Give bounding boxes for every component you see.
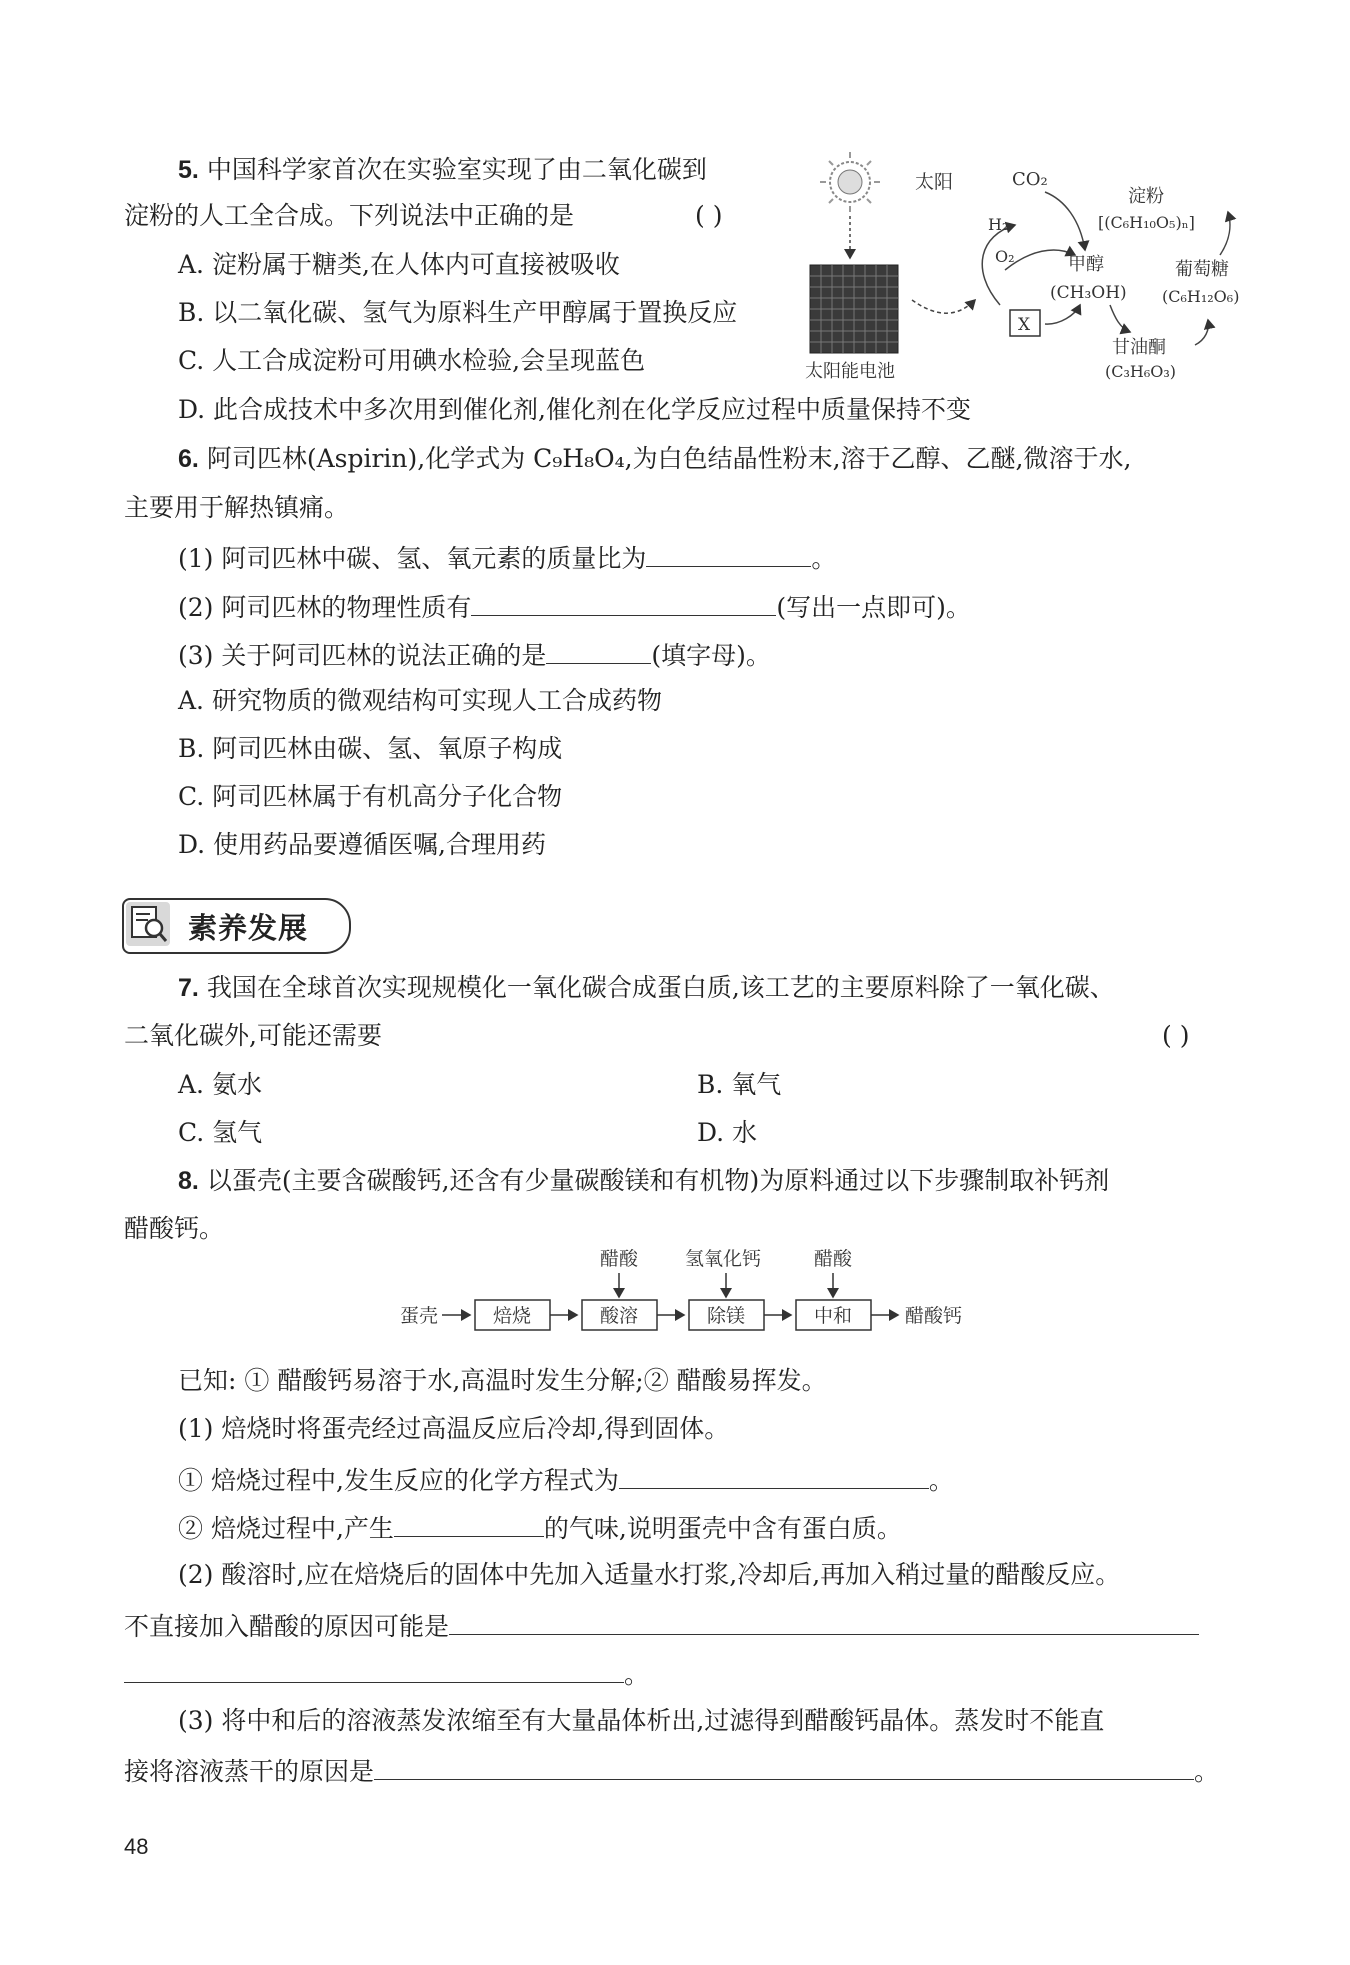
- glucose-label: 葡萄糖: [1175, 259, 1229, 280]
- q5-synthesis-diagram: [790, 150, 1270, 380]
- q6-option-b: B. 阿司匹林由碳、氢、氧原子构成: [178, 734, 563, 763]
- page-number: 48: [124, 1834, 149, 1859]
- q8-flow-diagram: [395, 1245, 995, 1345]
- h2-label: H₂: [988, 215, 1009, 234]
- q7-option-a: A. 氨水: [178, 1070, 262, 1099]
- q8-sub3-blank[interactable]: [374, 1751, 1194, 1780]
- flow-reagent-2: 氢氧化钙: [685, 1248, 762, 1270]
- flow-reagent-3: 醋酸: [814, 1248, 853, 1270]
- q5-option-c: C. 人工合成淀粉可用碘水检验,会呈现蓝色: [178, 346, 646, 375]
- section-header: [122, 898, 347, 952]
- glucose-formula: (C₆H₁₂O₆): [1162, 287, 1240, 306]
- q7-stem-line2: 二氧化碳外,可能还需要: [124, 1021, 382, 1050]
- magnifier-document-icon: [126, 902, 170, 946]
- starch-label: 淀粉: [1128, 186, 1164, 207]
- q6-sub1: (1) 阿司匹林中碳、氢、氧元素的质量比为 。: [178, 538, 836, 577]
- q8-sub1b: ② 焙烧过程中,产生 的气味,说明蛋壳中含有蛋白质。: [178, 1508, 902, 1547]
- q6-number: 6.: [178, 445, 199, 473]
- flow-end: 醋酸钙: [905, 1305, 963, 1327]
- o2-label: O₂: [995, 247, 1015, 266]
- q8-sub1a: ① 焙烧过程中,发生反应的化学方程式为 。: [178, 1460, 954, 1499]
- q5-option-d: D. 此合成技术中多次用到催化剂,催化剂在化学反应过程中质量保持不变: [178, 395, 971, 424]
- q8-sub1a-blank[interactable]: [619, 1460, 929, 1489]
- x-label: X: [1018, 315, 1031, 335]
- q5-number: 5.: [178, 156, 199, 184]
- q5-option-a: A. 淀粉属于糖类,在人体内可直接被吸收: [178, 250, 620, 279]
- q5-stem-line2: 淀粉的人工全合成。下列说法中正确的是: [124, 201, 575, 230]
- flow-reagent-1: 醋酸: [600, 1248, 639, 1270]
- q6-option-d: D. 使用药品要遵循医嘱,合理用药: [178, 830, 546, 859]
- q8-stem-line2: 醋酸钙。: [124, 1214, 225, 1243]
- co2-label: CO₂: [1012, 169, 1048, 190]
- q6-sub2: (2) 阿司匹林的物理性质有 (写出一点即可)。: [178, 587, 971, 626]
- starch-formula: [(C₆H₁₀O₅)ₙ]: [1098, 213, 1195, 232]
- q8-sub1: (1) 焙烧时将蛋壳经过高温反应后冷却,得到固体。: [178, 1414, 730, 1443]
- q8-sub1b-blank[interactable]: [394, 1508, 544, 1537]
- q7-stem-line1: 7. 我国在全球首次实现规模化一氧化碳合成蛋白质,该工艺的主要原料除了一氧化碳、: [178, 973, 1115, 1002]
- q7-answer-bracket: ( ): [1162, 1021, 1190, 1050]
- flow-step-3-label: 除镁: [707, 1305, 746, 1327]
- q7-option-c: C. 氢气: [178, 1118, 263, 1147]
- q6-option-c: C. 阿司匹林属于有机高分子化合物: [178, 782, 563, 811]
- dha-label: 甘油酮: [1112, 336, 1166, 358]
- q8-sub2-blank-2[interactable]: [124, 1654, 624, 1683]
- q6-sub1-blank[interactable]: [646, 538, 811, 567]
- q7-option-b: B. 氧气: [697, 1070, 782, 1099]
- q7-number: 7.: [178, 974, 199, 1002]
- dha-formula: (C₃H₆O₃): [1105, 362, 1177, 380]
- flow-step-4-label: 中和: [814, 1305, 853, 1327]
- methanol-label: 甲醇: [1068, 254, 1104, 275]
- sun-icon: [820, 152, 880, 212]
- q6-stem-line2: 主要用于解热镇痛。: [124, 493, 350, 522]
- q8-sub2-line2: 不直接加入醋酸的原因可能是: [124, 1606, 1199, 1645]
- q8-sub2-line1: (2) 酸溶时,应在焙烧后的固体中先加入适量水打浆,冷却后,再加入稍过量的醋酸反应。: [178, 1560, 1121, 1589]
- q8-sub3-line2: 接将溶液蒸干的原因是 。: [124, 1751, 1219, 1790]
- q6-sub2-blank[interactable]: [471, 587, 776, 616]
- flow-step-2-label: 酸溶: [600, 1305, 639, 1327]
- q6-sub3-blank[interactable]: [546, 635, 651, 664]
- q6-stem-line1: 6. 阿司匹林(Aspirin),化学式为 C₉H₈O₄,为白色结晶性粉末,溶于乙醇、乙醚,微溶于水,: [178, 444, 1132, 473]
- solar-panel-label: 太阳能电池: [805, 360, 895, 380]
- sun-label: 太阳: [915, 171, 954, 193]
- solar-panel-icon: [810, 265, 898, 353]
- q8-sub3-line1: (3) 将中和后的溶液蒸发浓缩至有大量晶体析出,过滤得到醋酸钙晶体。蒸发时不能直: [178, 1706, 1105, 1735]
- q5-answer-bracket: ( ): [695, 201, 723, 230]
- q6-sub3: (3) 关于阿司匹林的说法正确的是 (填字母)。: [178, 635, 771, 674]
- methanol-formula: (CH₃OH): [1050, 283, 1127, 303]
- q8-sub2-blank-1[interactable]: [449, 1606, 1199, 1635]
- section-title: 素养发展: [188, 911, 309, 945]
- q8-known: 已知: ① 醋酸钙易溶于水,高温时发生分解;② 醋酸易挥发。: [178, 1366, 827, 1395]
- q8-sub2-line3: 。: [124, 1654, 649, 1693]
- q6-option-a: A. 研究物质的微观结构可实现人工合成药物: [178, 686, 662, 715]
- q7-option-d: D. 水: [697, 1118, 758, 1147]
- q8-stem-line1: 8. 以蛋壳(主要含碳酸钙,还含有少量碳酸镁和有机物)为原料通过以下步骤制取补钙剂: [178, 1166, 1110, 1195]
- q5-option-b: B. 以二氧化碳、氢气为原料生产甲醇属于置换反应: [178, 298, 738, 327]
- flow-start: 蛋壳: [400, 1305, 439, 1327]
- q8-number: 8.: [178, 1167, 199, 1195]
- q5-stem-line1: 5. 中国科学家首次在实验室实现了由二氧化碳到: [178, 155, 707, 184]
- flow-step-1-label: 焙烧: [493, 1305, 532, 1327]
